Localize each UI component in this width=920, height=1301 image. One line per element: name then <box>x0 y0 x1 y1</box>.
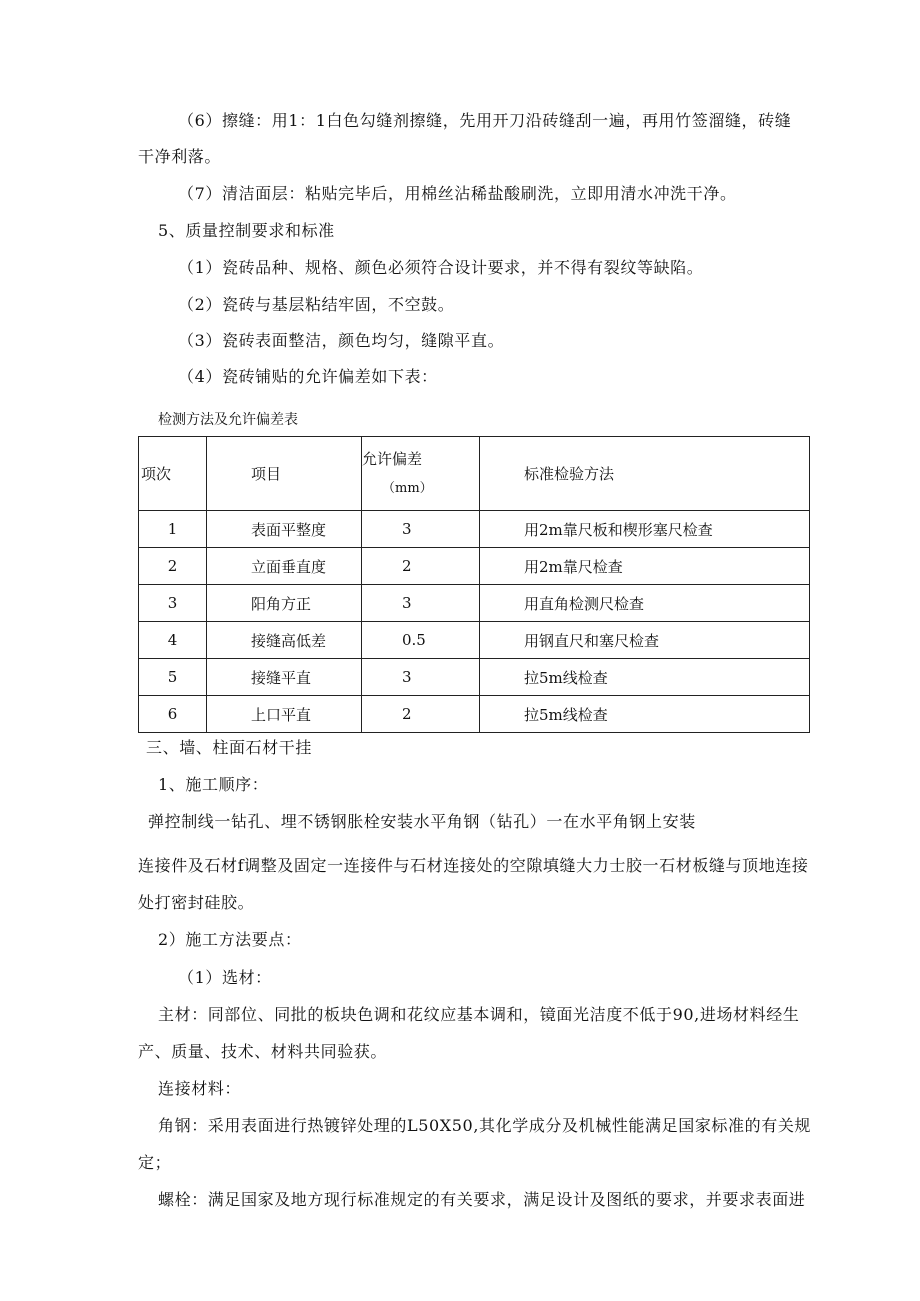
cell-method: 用2m靠尺检查 <box>480 548 810 585</box>
table-caption: 检测方法及允许偏差表 <box>158 412 298 428</box>
cell-no: 1 <box>139 511 207 548</box>
cell-no: 2 <box>139 548 207 585</box>
cell-item: 阳角方正 <box>207 585 362 622</box>
paragraph-angle-steel-cont: 定； <box>138 1153 172 1172</box>
cell-tolerance: 3 <box>362 659 480 696</box>
paragraph-quality-4: （4）瓷砖铺贴的允许偏差如下表： <box>178 367 438 386</box>
deviation-table <box>138 436 810 733</box>
cell-tolerance: 2 <box>362 696 480 733</box>
subheading-connect-material: 连接材料： <box>158 1079 242 1098</box>
cell-tolerance: 3 <box>362 585 480 622</box>
subheading-material: （1）选材： <box>178 968 272 987</box>
table-row <box>139 659 810 696</box>
header-tolerance-unit: （mm） <box>382 480 433 496</box>
cell-no: 5 <box>139 659 207 696</box>
paragraph-grout-wipe-cont: 干净利落。 <box>138 147 222 166</box>
cell-item: 立面垂直度 <box>207 548 362 585</box>
paragraph-quality-1: （1）瓷砖品种、规格、颜色必须符合设计要求，并不得有裂纹等缺陷。 <box>178 258 704 277</box>
section-heading-quality: 5、质量控制要求和标准 <box>158 221 335 240</box>
cell-no: 6 <box>139 696 207 733</box>
table-row <box>139 585 810 622</box>
cell-item: 表面平整度 <box>207 511 362 548</box>
cell-method: 用2m靠尺板和楔形塞尺检查 <box>480 511 810 548</box>
cell-item: 接缝高低差 <box>207 622 362 659</box>
table-header-row <box>139 437 810 511</box>
paragraph-main-material-cont: 产、质量、技术、材料共同验获。 <box>138 1042 388 1061</box>
cell-item: 接缝平直 <box>207 659 362 696</box>
header-tolerance <box>362 437 480 511</box>
subheading-method: 2）施工方法要点： <box>158 930 302 949</box>
cell-no: 4 <box>139 622 207 659</box>
paragraph-sequence-3: 处打密封硅胶。 <box>138 893 255 912</box>
cell-method: 用钢直尺和塞尺检查 <box>480 622 810 659</box>
cell-method: 用直角检测尺检查 <box>480 585 810 622</box>
table-row <box>139 622 810 659</box>
cell-method: 拉5m线检查 <box>480 659 810 696</box>
table-row <box>139 511 810 548</box>
paragraph-bolt: 螺栓：满足国家及地方现行标准规定的有关要求，满足设计及图纸的要求，并要求表面进 <box>158 1190 806 1209</box>
table-row <box>139 696 810 733</box>
paragraph-sequence-2: 连接件及石材f调整及固定一连接件与石材连接处的空隙填缝大力士胶一石材板缝与顶地连接 <box>138 856 809 875</box>
header-method: 标准检验方法 <box>480 437 810 511</box>
subheading-sequence: 1、施工顺序： <box>158 775 269 794</box>
header-no: 项次 <box>139 437 207 511</box>
header-item: 项目 <box>207 437 362 511</box>
paragraph-angle-steel: 角钢：采用表面进行热镀锌处理的L50X50,其化学成分及机械性能满足国家标准的有关规 <box>158 1116 812 1135</box>
table-row <box>139 548 810 585</box>
cell-tolerance: 2 <box>362 548 480 585</box>
cell-tolerance: 3 <box>362 511 480 548</box>
header-tolerance-label: 允许偏差 <box>362 449 423 468</box>
cell-item: 上口平直 <box>207 696 362 733</box>
paragraph-main-material: 主材：同部位、同批的板块色调和花纹应基本调和，镜面光洁度不低于90,进场材料经生 <box>158 1005 800 1024</box>
paragraph-quality-2: （2）瓷砖与基层粘结牢固，不空鼓。 <box>178 295 455 314</box>
cell-tolerance: 0.5 <box>362 622 480 659</box>
cell-method: 拉5m线检查 <box>480 696 810 733</box>
paragraph-quality-3: （3）瓷砖表面整洁，颜色均匀，缝隙平直。 <box>178 331 505 350</box>
section-heading-stone: 三、墙、柱面石材干挂 <box>146 738 313 757</box>
paragraph-clean-surface: （7）清洁面层：粘贴完毕后，用棉丝沾稀盐酸刷洗，立即用清水冲洗干净。 <box>178 184 737 203</box>
paragraph-sequence-1: 弹控制线一钻孔、埋不锈钢胀栓安装水平角钢（钻孔）一在水平角钢上安装 <box>148 812 696 831</box>
cell-no: 3 <box>139 585 207 622</box>
paragraph-grout-wipe: （6）擦缝：用1：1白色勾缝剂擦缝，先用开刀沿砖缝刮一遍，再用竹签溜缝，砖缝 <box>178 111 792 130</box>
